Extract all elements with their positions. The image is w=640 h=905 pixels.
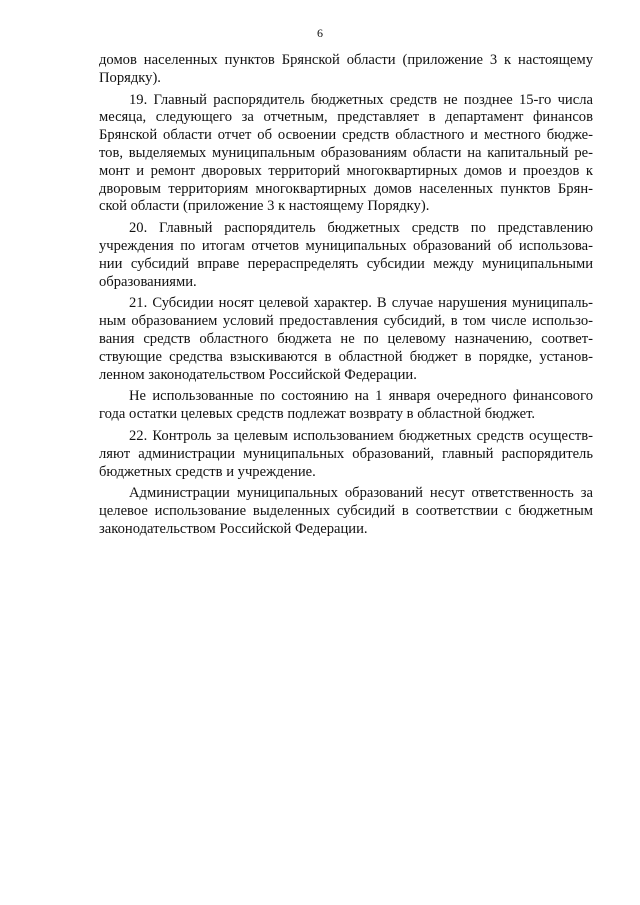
text-line: ленном законодательством Российской Федерации.: [99, 366, 417, 383]
paragraph-responsibility: [99, 485, 593, 538]
text-line: Не использованные по состоянию на 1 января очередного финансового: [129, 388, 593, 405]
paragraph-unused-funds: [99, 388, 593, 424]
text-line: дворовым территориям многоквартирных домов населенных пунктов Брян-: [99, 180, 593, 197]
text-line: 21. Субсидии носят целевой характер. В случае нарушения муниципаль-: [129, 295, 593, 312]
text-line: целевое использование выделенных субсидий в соответствии с бюджетным: [99, 503, 593, 520]
text-line: ляют администрации муниципальных образований, главный распорядитель: [99, 445, 593, 462]
text-line: ствующие средства взыскиваются в областной бюджет в порядке, установ-: [99, 348, 593, 365]
paragraph-continuation: [99, 52, 593, 88]
paragraph-20: [99, 220, 593, 291]
text-line: вания средств областного бюджета не по целевому назначению, соответ-: [99, 330, 593, 347]
paragraph-21: [99, 295, 593, 384]
text-line: учреждения по итогам отчетов муниципальных образований об использова-: [99, 237, 593, 254]
paragraph-19: [99, 92, 593, 217]
document-body: [99, 52, 593, 543]
text-line: 20. Главный распорядитель бюджетных средств по представлению: [129, 220, 593, 237]
text-line: ным образованием условий предоставления субсидий, в том числе использо-: [99, 313, 593, 330]
text-line: тов, выделяемых муниципальным образованиям области на капитальный ре-: [99, 144, 593, 161]
text-line: Администрации муниципальных образований несут ответственность за: [129, 485, 593, 502]
text-line: образованиями.: [99, 273, 197, 290]
text-line: года остатки целевых средств подлежат возврату в областной бюджет.: [99, 406, 536, 423]
text-line: 22. Контроль за целевым использованием бюджетных средств осуществ-: [129, 427, 593, 444]
text-line: монт и ремонт дворовых территорий многоквартирных домов и проездов к: [99, 162, 593, 179]
text-line: нии субсидий вправе перераспределять субсидии между муниципальными: [99, 255, 593, 272]
page-number: 6: [317, 26, 323, 40]
paragraph-22: [99, 428, 593, 481]
text-line: месяца, следующего за отчетным, представляет в департамент финансов: [99, 109, 593, 126]
text-line: 19. Главный распорядитель бюджетных средств не позднее 15-го числа: [129, 91, 593, 108]
text-line: законодательством Российской Федерации.: [99, 520, 368, 537]
text-line: ской области (приложение 3 к настоящему Порядку).: [99, 198, 430, 215]
text-line: Порядку).: [99, 69, 161, 86]
text-line: Брянской области отчет об освоении средств областного и местного бюдже-: [99, 127, 593, 144]
text-line: бюджетных средств и учреждение.: [99, 463, 316, 480]
text-line: домов населенных пунктов Брянской области (приложение 3 к настоящему: [99, 52, 593, 68]
